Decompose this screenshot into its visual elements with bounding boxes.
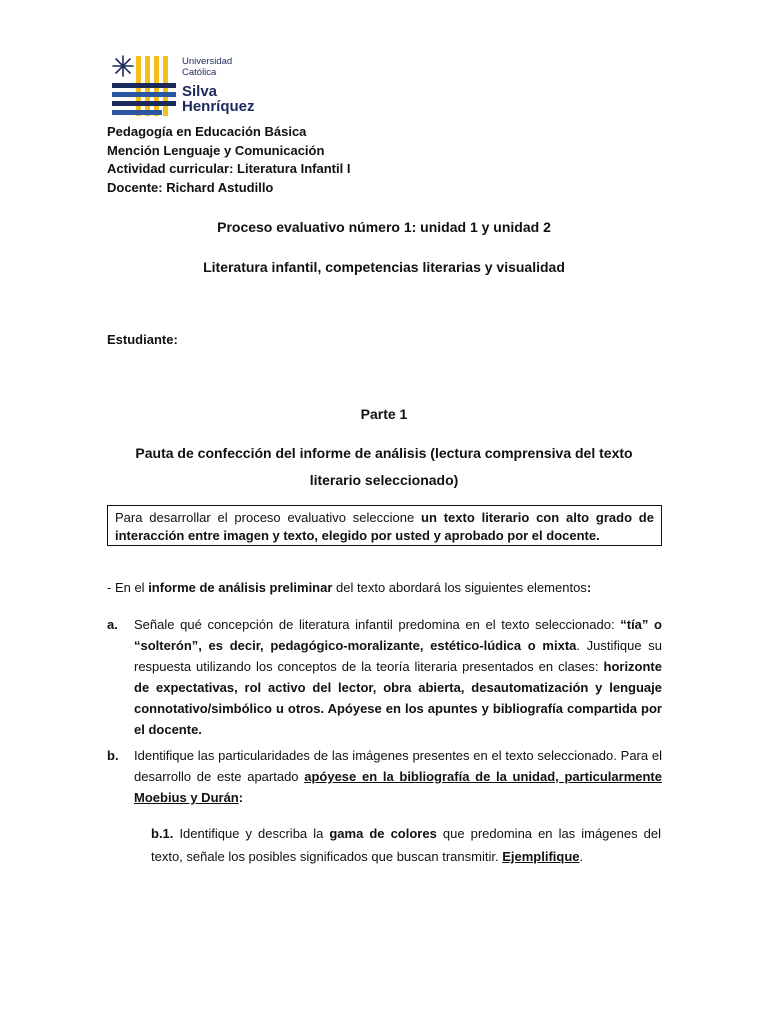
- box-text: Para desarrollar el proceso evaluativo seleccione: [115, 510, 422, 525]
- list-item-b1: [151, 822, 661, 868]
- item-a-bold-2: horizonte de expectativas, rol activo del lector, obra abierta, desautomatización y lenguaje connotativo/simbólico u otros. Apóyese en los apuntes y bibliografía compartida por el docente.: [134, 659, 662, 737]
- instruction-box: [107, 505, 662, 546]
- item-b1-period: .: [579, 849, 584, 864]
- item-b1-label: b.1.: [151, 826, 174, 841]
- university-logo: [112, 54, 262, 120]
- header-teacher: Docente: Richard Astudillo: [107, 179, 274, 195]
- part-title: Parte 1: [360, 406, 408, 422]
- guideline-title-line2: literario seleccionado): [309, 472, 459, 488]
- item-b-underlined: apóyese en la bibliografía de la unidad, particularmente Moebius y Durán: [134, 769, 662, 805]
- item-b-colon: :: [238, 790, 244, 805]
- subtitle: Literatura infantil, competencias literarias y visualidad: [203, 259, 565, 275]
- list-item-a: [107, 614, 662, 740]
- logo-text-silva: Silva: [182, 83, 218, 100]
- header-program: Pedagogía en Educación Básica: [107, 124, 307, 139]
- item-b-text: Identifique las particularidades de las imágenes presentes en el texto seleccionado. Para el desarrollo de este apartado: [134, 748, 662, 784]
- logo-text-catolica: Católica: [182, 67, 217, 78]
- header-activity: Actividad curricular: Literatura Infantil I: [107, 161, 351, 176]
- item-a-text-2: . Justifique su respuesta utilizando los conceptos de la teoría literaria presentados en clases:: [134, 638, 662, 674]
- student-label: Estudiante:: [107, 332, 178, 347]
- intro-text: - En el: [107, 580, 149, 595]
- header-mention: Mención Lenguaje y Comunicación: [107, 142, 325, 158]
- list-item-b: [107, 745, 662, 808]
- course-header: [107, 123, 667, 197]
- item-b1-example: Ejemplifique: [502, 849, 580, 864]
- item-b1-bold: gama de colores: [329, 826, 437, 841]
- intro-text-2: del texto abordará los siguientes elementos: [332, 580, 587, 595]
- item-a-bold: “tía” o “solterón”, es decir, pedagógico-moralizante, estético-lúdica o mixta: [134, 617, 662, 653]
- item-b1-text: Identifique y describa la: [173, 826, 330, 841]
- item-a-letter: a.: [107, 617, 118, 632]
- item-a-text: Señale qué concepción de literatura infantil predomina en el texto seleccionado:: [134, 617, 621, 632]
- logo-text-universidad: Universidad: [182, 56, 233, 67]
- guideline-title-line1: Pauta de confección del informe de análisis (lectura comprensiva del texto: [135, 445, 633, 461]
- logo-text-henriquez: Henríquez: [182, 98, 255, 115]
- box-text-bold: un texto literario con alto grado de interacción entre imagen y texto, elegido por usted y aprobado por el docente.: [115, 510, 654, 543]
- item-b-letter: b.: [107, 748, 119, 763]
- intro-paragraph: [107, 580, 667, 595]
- process-title: Proceso evaluativo número 1: unidad 1 y unidad 2: [217, 219, 551, 235]
- intro-bold: informe de análisis preliminar: [148, 580, 333, 595]
- intro-colon: :: [586, 580, 592, 595]
- logo-emblem-icon: [112, 54, 178, 120]
- item-b1-text-2: que predomina en las imágenes del texto, señale los posibles significados que buscan transmitir.: [151, 826, 661, 864]
